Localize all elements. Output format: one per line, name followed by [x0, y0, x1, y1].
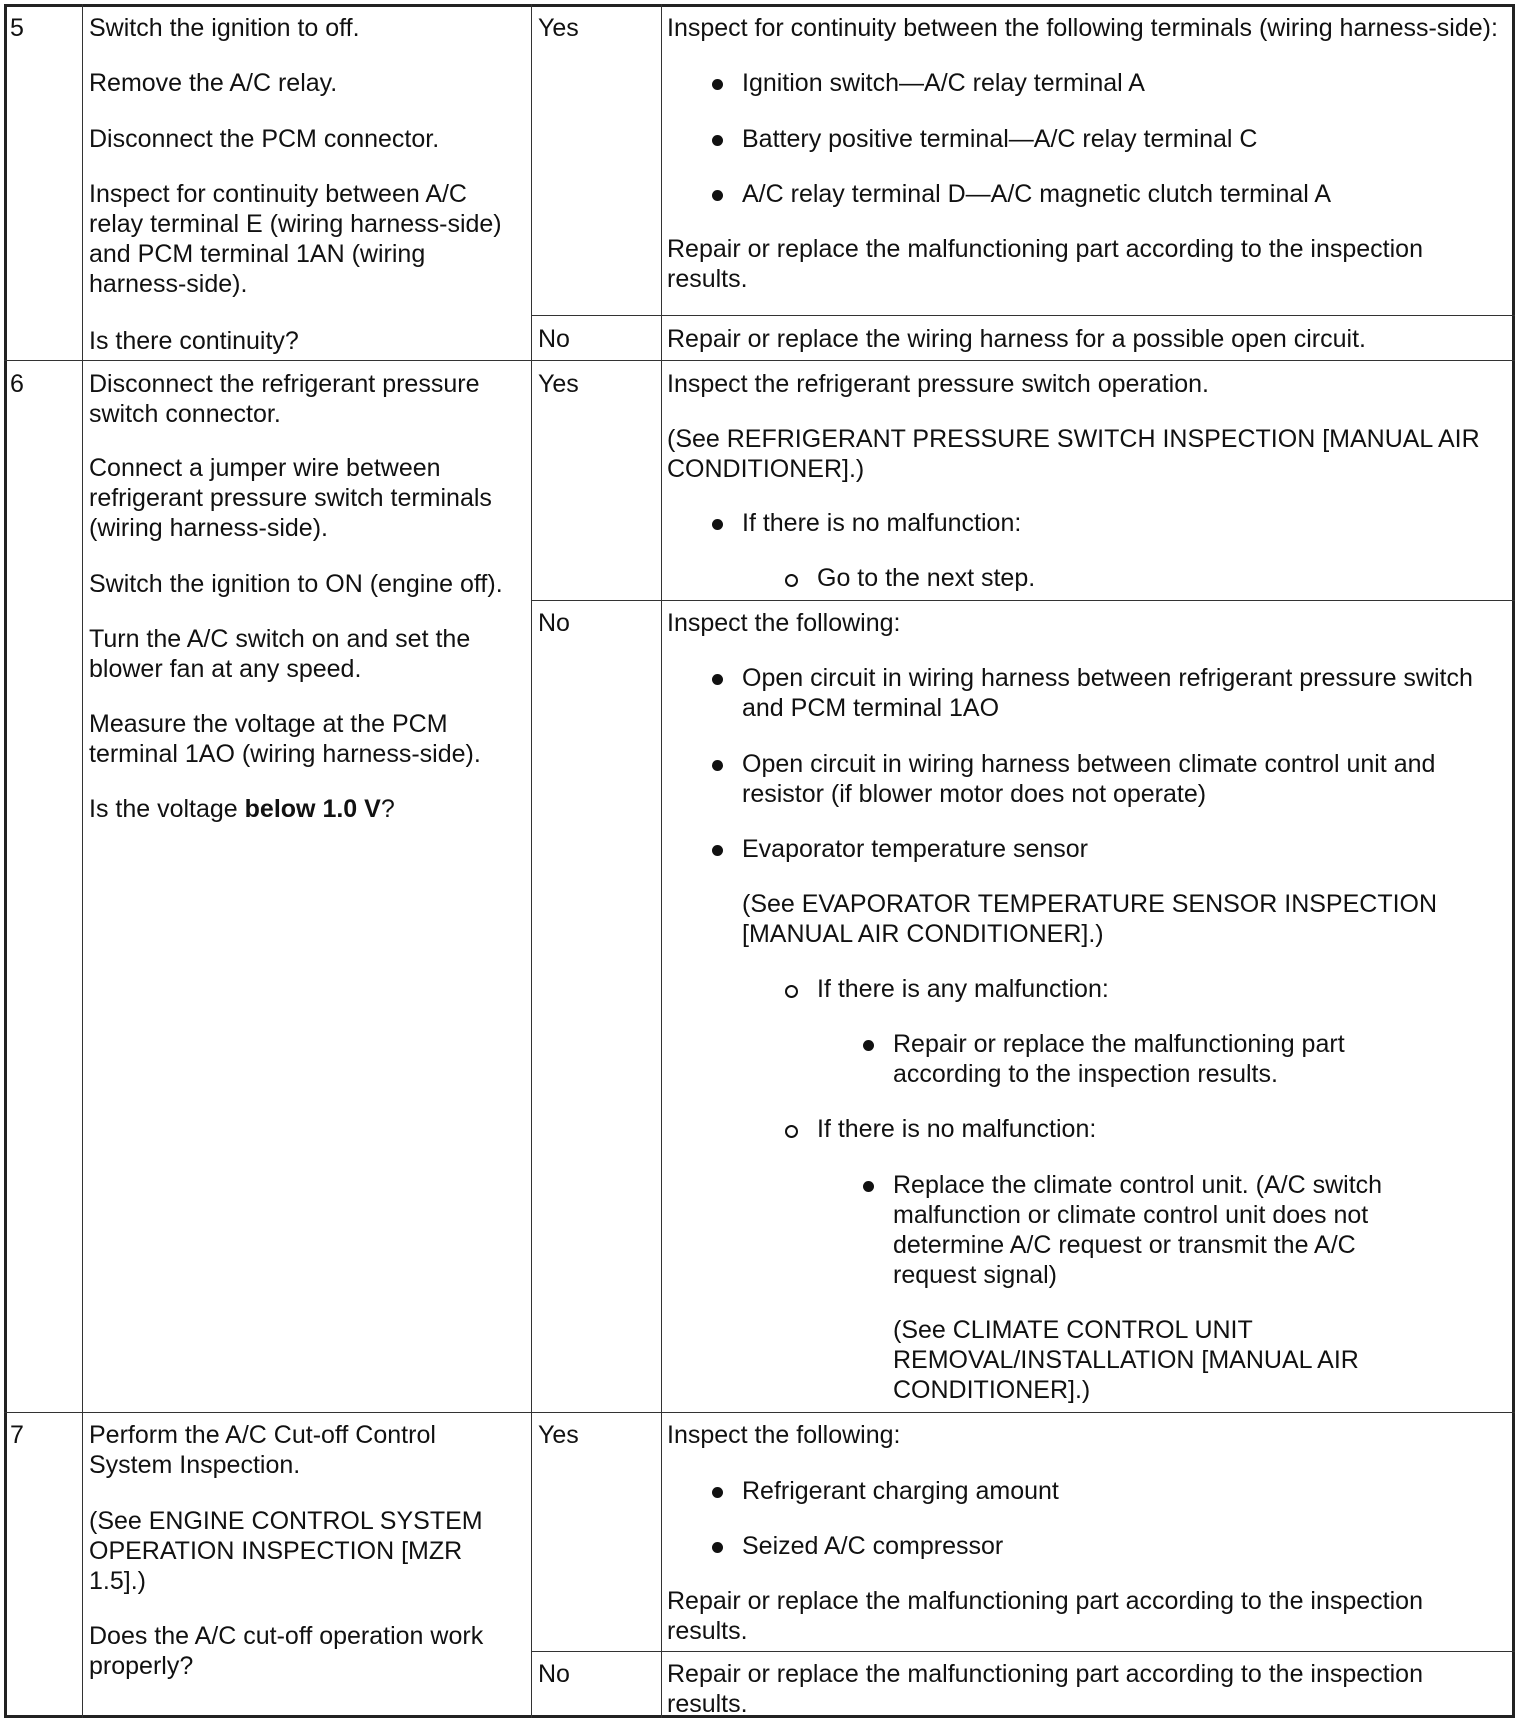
- result-intro: Inspect the following:: [667, 609, 901, 637]
- result-reference: (See REFRIGERANT PRESSURE SWITCH INSPECTION [MANUAL AIR CONDITIONER].): [667, 425, 1480, 483]
- result-bullet: Open circuit in wiring harness between refrigerant pressure switch and PCM terminal 1AO: [742, 664, 1473, 722]
- action-question: Is there continuity?: [89, 327, 299, 355]
- no-label: No: [538, 1660, 570, 1688]
- yes-label: Yes: [538, 1421, 579, 1449]
- step-number: 6: [10, 370, 24, 398]
- action-line: Disconnect the refrigerant pressure switch connector.: [89, 370, 480, 428]
- action-question: Is the voltage below 1.0 V?: [89, 795, 395, 823]
- result-sub-item: Repair or replace the malfunctioning part according to the inspection results.: [893, 1030, 1345, 1088]
- result-reference: (See CLIMATE CONTROL UNIT REMOVAL/INSTALLATION [MANUAL AIR CONDITIONER].): [893, 1316, 1359, 1404]
- result-text: Repair or replace the malfunctioning part according to the inspection results.: [667, 1660, 1423, 1718]
- bullet-icon: [863, 1040, 874, 1051]
- result-divider: [531, 1651, 1515, 1652]
- action-line: Turn the A/C switch on and set the blower fan at any speed.: [89, 625, 471, 683]
- result-bullet: Battery positive terminal—A/C relay terminal C: [742, 125, 1258, 153]
- no-label: No: [538, 325, 570, 353]
- result-bullet: If there is no malfunction:: [742, 509, 1022, 537]
- bullet-icon: [712, 190, 723, 201]
- result-sub-item: Replace the climate control unit. (A/C switch malfunction or climate control unit does not determine A/C request or transmit the A/C request signal): [893, 1171, 1383, 1289]
- result-bullet: Open circuit in wiring harness between climate control unit and resistor (if blower motor does not operate): [742, 750, 1436, 808]
- result-text: Repair or replace the wiring harness for a possible open circuit.: [667, 325, 1366, 353]
- result-intro: Inspect the refrigerant pressure switch operation.: [667, 370, 1209, 398]
- result-sub-bullet: Go to the next step.: [817, 564, 1036, 592]
- step-number: 5: [10, 14, 24, 42]
- action-question: Does the A/C cut-off operation work properly?: [89, 1622, 484, 1680]
- yes-label: Yes: [538, 14, 579, 42]
- result-bullet: Seized A/C compressor: [742, 1532, 1004, 1560]
- result-reference: (See EVAPORATOR TEMPERATURE SENSOR INSPECTION [MANUAL AIR CONDITIONER].): [742, 890, 1438, 948]
- action-line: Disconnect the PCM connector.: [89, 125, 440, 153]
- no-label: No: [538, 609, 570, 637]
- action-line: Connect a jumper wire between refrigerant pressure switch terminals (wiring harness-side).: [89, 454, 492, 542]
- column-divider: [82, 4, 83, 1718]
- result-intro: Inspect for continuity between the following terminals (wiring harness-side):: [667, 14, 1498, 42]
- action-line: Switch the ignition to off.: [89, 14, 360, 42]
- bullet-icon: [712, 674, 723, 685]
- result-bullet: Evaporator temperature sensor: [742, 835, 1089, 863]
- result-bullet: Ignition switch—A/C relay terminal A: [742, 69, 1145, 97]
- step-number: 7: [10, 1421, 24, 1449]
- action-line: (See ENGINE CONTROL SYSTEM OPERATION INSPECTION [MZR 1.5].): [89, 1507, 483, 1595]
- action-line: Measure the voltage at the PCM terminal 1AO (wiring harness-side).: [89, 710, 481, 768]
- result-bullet: A/C relay terminal D—A/C magnetic clutch terminal A: [742, 180, 1332, 208]
- column-divider: [531, 4, 532, 1718]
- yes-label: Yes: [538, 370, 579, 398]
- bullet-icon: [712, 760, 723, 771]
- sub-bullet-icon: [785, 574, 798, 587]
- sub-bullet-icon: [785, 1125, 798, 1138]
- sub-bullet-icon: [785, 985, 798, 998]
- action-line: Perform the A/C Cut-off Control System Inspection.: [89, 1421, 436, 1479]
- action-line: Switch the ignition to ON (engine off).: [89, 570, 503, 598]
- bullet-icon: [712, 135, 723, 146]
- action-line: Remove the A/C relay.: [89, 69, 338, 97]
- result-bullet: Refrigerant charging amount: [742, 1477, 1059, 1505]
- result-sub-bullet: If there is no malfunction:: [817, 1115, 1097, 1143]
- result-intro: Inspect the following:: [667, 1421, 901, 1449]
- result-outro: Repair or replace the malfunctioning part according to the inspection results.: [667, 235, 1423, 293]
- result-divider: [531, 600, 1515, 601]
- action-line: Inspect for continuity between A/C relay terminal E (wiring harness-side) and PCM terminal 1AN (wiring harness-side).: [89, 180, 502, 298]
- column-divider: [661, 4, 662, 1718]
- bullet-icon: [712, 79, 723, 90]
- bullet-icon: [712, 519, 723, 530]
- row-divider: [4, 1412, 1515, 1413]
- result-outro: Repair or replace the malfunctioning part according to the inspection results.: [667, 1587, 1423, 1645]
- row-divider: [4, 360, 1515, 361]
- bullet-icon: [863, 1181, 874, 1192]
- result-sub-bullet: If there is any malfunction:: [817, 975, 1109, 1003]
- bullet-icon: [712, 845, 723, 856]
- bullet-icon: [712, 1542, 723, 1553]
- bullet-icon: [712, 1487, 723, 1498]
- result-divider: [531, 315, 1515, 316]
